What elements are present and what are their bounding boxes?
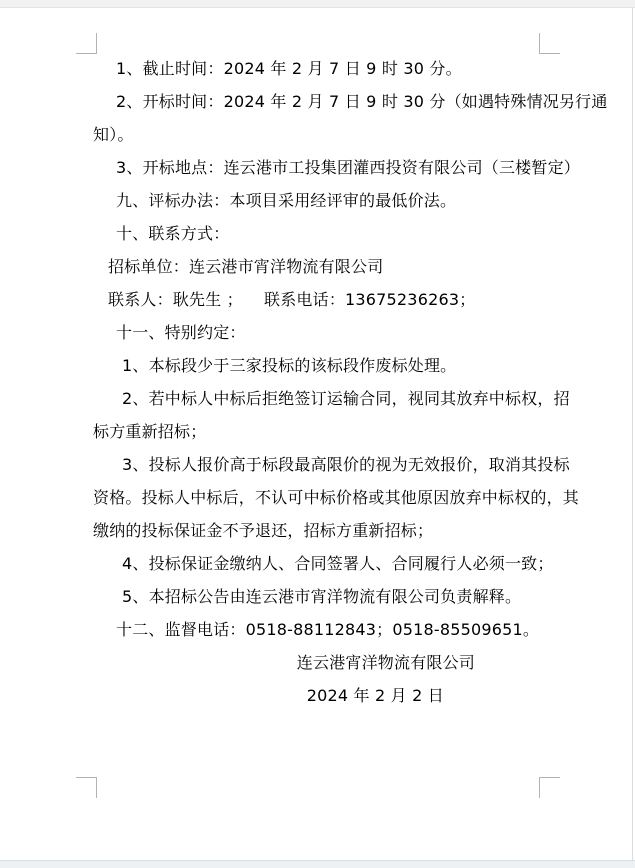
- viewer-bottom-edge: [0, 860, 635, 868]
- document-text-line[interactable]: 十、联系方式：: [116, 224, 230, 243]
- page-right-edge: [632, 8, 633, 860]
- document-text-line[interactable]: 1、本标段少于三家投标的该标段作废标处理。: [122, 356, 457, 375]
- document-text-line[interactable]: 联系人：耿先生 ； 联系电话：13675236263；: [108, 290, 476, 309]
- viewer-top-edge: [0, 0, 635, 8]
- text-boundary-mark-bottom-right: [539, 777, 560, 798]
- text-boundary-mark-top-right: [539, 33, 560, 54]
- document-text-line[interactable]: 2、开标时间：2024 年 2 月 7 日 9 时 30 分（如遇特殊情况另行通: [116, 92, 608, 111]
- document-text-line[interactable]: 知）。: [93, 125, 134, 144]
- document-text-line[interactable]: 标方重新招标；: [93, 422, 207, 441]
- document-text-line[interactable]: 1、截止时间：2024 年 2 月 7 日 9 时 30 分。: [116, 59, 462, 78]
- document-text-line[interactable]: 2、若中标人中标后拒绝签订运输合同，视同其放弃中标权，招: [122, 389, 570, 408]
- document-text-line[interactable]: 连云港宵洋物流有限公司: [296, 653, 475, 672]
- text-boundary-mark-top-left: [76, 33, 97, 54]
- document-text-line[interactable]: 招标单位：连云港市宵洋物流有限公司: [108, 257, 384, 276]
- document-text-line[interactable]: 4、投标保证金缴纳人、合同签署人、合同履行人必须一致；: [122, 554, 554, 573]
- document-text-line[interactable]: 资格。投标人中标后，不认可中标价格或其他原因放弃中标权的，其: [93, 488, 580, 507]
- document-text-line[interactable]: 十二、监督电话：0518-88112843；0518-85509651。: [116, 620, 540, 639]
- document-text-line[interactable]: 九、评标办法：本项目采用经评审的最低价法。: [116, 191, 457, 210]
- document-text-line[interactable]: 3、投标人报价高于标段最高限价的视为无效报价，取消其投标: [122, 455, 570, 474]
- document-text-line[interactable]: 十一、特别约定：: [116, 323, 246, 342]
- document-content: [93, 52, 608, 712]
- document-text-line[interactable]: 缴纳的投标保证金不予退还，招标方重新招标；: [93, 521, 434, 540]
- document-text-line[interactable]: 5、本招标公告由连云港市宵洋物流有限公司负责解释。: [122, 587, 522, 606]
- document-text-line[interactable]: 3、开标地点：连云港市工投集团灌西投资有限公司（三楼暂定）: [116, 158, 580, 177]
- text-boundary-mark-bottom-left: [76, 777, 97, 798]
- document-text-line[interactable]: 2024 年 2 月 2 日: [306, 686, 444, 705]
